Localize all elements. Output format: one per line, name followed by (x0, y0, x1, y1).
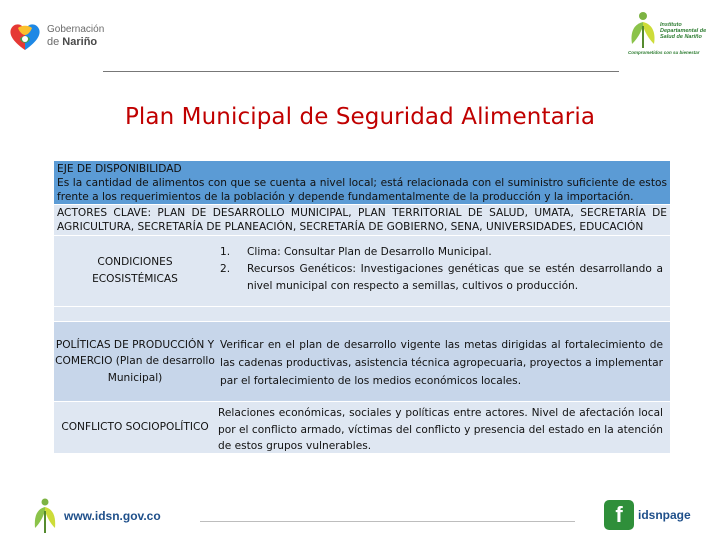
policies-value: Verificar en el plan de desarrollo vigente las metas dirigidas al fortalecimiento de las cadenas productivas, asistencia técnica agropecuaria, proyectos a implementar par el fortalecimiento de los medios económicos locales. (220, 339, 663, 387)
idsn-name: Instituto Departamental de Salud de Nariño (660, 22, 707, 40)
facebook-handle[interactable]: idsnpage (638, 508, 691, 522)
conflict-row (54, 402, 670, 454)
policies-row (54, 322, 670, 402)
website-link[interactable]: www.idsn.gov.co (64, 509, 161, 523)
availability-table (54, 161, 670, 454)
axis-header-cell (54, 161, 670, 205)
list-item-text: Clima: Consultar Plan de Desarrollo Municipal. (247, 246, 492, 258)
leaf-figure-icon (626, 10, 660, 50)
actors-cell: ACTORES CLAVE: PLAN DE DESARROLLO MUNICIPAL, PLAN TERRITORIAL DE SALUD, UMATA, SECRETARÍA DE AGRICULTURA, SECRETARÍA DE PLANEACIÓN, SECRETARÍA DE GOBIERNO, SENA, UNIVERSIDADES, EDUCACIÓN (54, 205, 670, 236)
list-item-text: Recursos Genéticos: Investigaciones genéticas que se estén desarrollando a nivel municipal con respecto a semillas, cultivos o producción. (247, 263, 663, 292)
conflict-value: Relaciones económicas, sociales y políticas entre actores. Nivel de afectación local por el conflicto armado, víctimas del conflicto y presencia del estado en la atención de estos grupos vulnerables. (218, 407, 663, 452)
gob-line2-prefix: de (47, 36, 63, 48)
gob-line1: Gobernación (47, 24, 105, 35)
list-item-number: 1. (220, 246, 231, 258)
footer-website[interactable] (30, 496, 161, 536)
conditions-list (220, 244, 663, 295)
facebook-icon[interactable] (604, 500, 634, 530)
idsn-slogan: Comprometidos con su bienestar (628, 50, 700, 55)
conditions-row (54, 236, 670, 307)
axis-title: EJE DE DISPONIBILIDAD (57, 163, 182, 175)
policies-label: POLÍTICAS DE PRODUCCIÓN Y COMERCIO (Plan de desarrollo Municipal) (55, 338, 215, 384)
footer-divider (200, 521, 575, 522)
axis-description: Es la cantidad de alimentos con que se cuenta a nivel local; está relacionada con el suministro suficiente de estos frente a los requerimientos de la población y depende fundamentalmente de la producción y la importación. (57, 177, 667, 203)
conditions-value (216, 236, 670, 306)
page-title: Plan Municipal de Seguridad Alimentaria (124, 104, 596, 130)
header-divider (103, 71, 619, 72)
gob-line2 (47, 36, 104, 48)
gob-line2-bold: Nariño (62, 36, 98, 48)
idsn-logo (622, 8, 714, 58)
list-item-number: 2. (220, 263, 231, 275)
facebook-glyph: f (615, 502, 623, 527)
list-item (220, 244, 663, 261)
row-spacer (54, 307, 670, 322)
conditions-label: CONDICIONES ECOSISTÉMICAS (92, 256, 178, 285)
heart-logo-icon (8, 20, 42, 52)
conflict-label: CONFLICTO SOCIOPOLÍTICO (61, 421, 209, 433)
list-item (220, 261, 663, 295)
footer-facebook[interactable] (604, 500, 691, 530)
gobernacion-narino-logo (8, 18, 118, 54)
leaf-figure-icon (30, 496, 60, 536)
